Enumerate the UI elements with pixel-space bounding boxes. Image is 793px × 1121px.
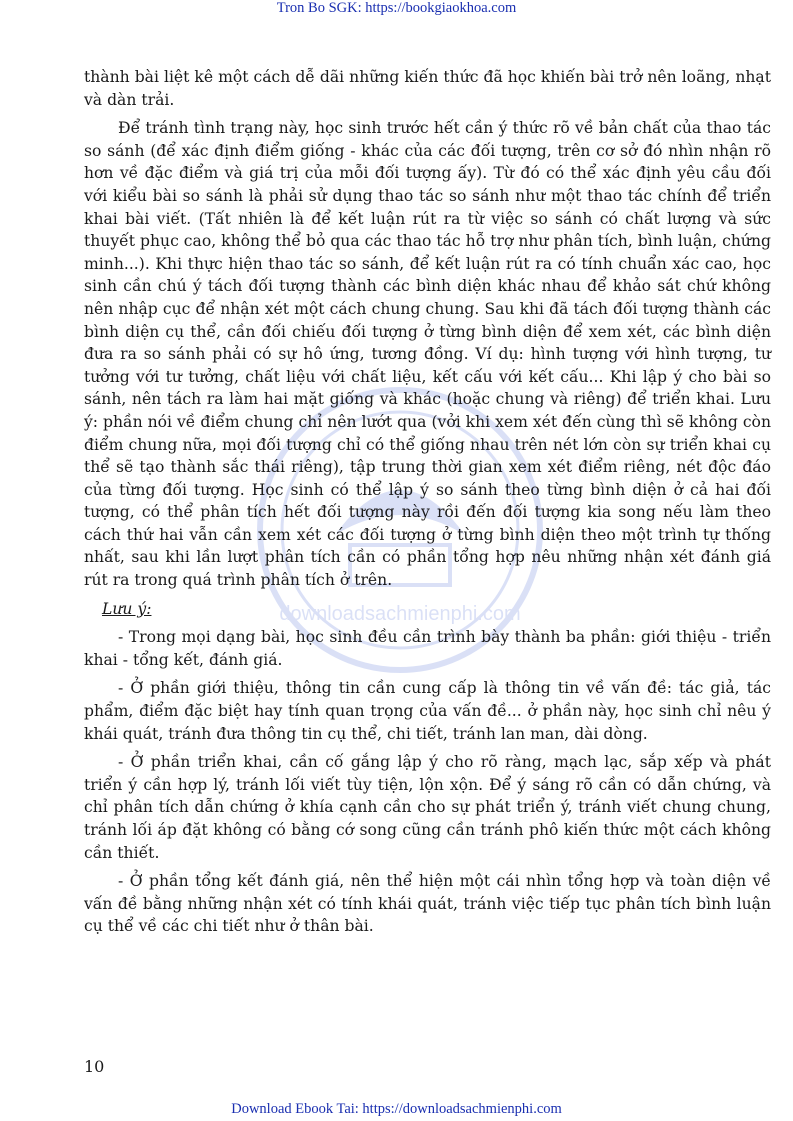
footer-download-link[interactable]: Download Ebook Tai: https://downloadsachmienphi.com: [231, 1101, 562, 1117]
paragraph-continued: thành bài liệt kê một cách dễ dãi những kiến thức đã học khiến bài trở nên loãng, nhạt và dàn trải.: [84, 68, 771, 109]
note-item-development: - Ở phần triển khai, cần cố gắng lập ý cho rõ ràng, mạch lạc, sắp xếp và phát triển ý cần hợp lý, tránh lối viết tùy tiện, lộn xộn. Để ý sáng rõ cần có dẫn chứng, và chỉ phân tích dẫn chứng ở khía cạnh cần cho sự phát triển ý, tránh viết chung chung, tránh lối áp đặt không có bằng cớ song cũng cần tránh phô kiến thức một cách không cần thiết.: [84, 753, 771, 862]
paragraph-comparison: Để tránh tình trạng này, học sinh trước hết cần ý thức rõ về bản chất của thao tác so sánh (để xác định điểm giống - khác của các đối tượng, trên cơ sở đó nhìn nhận rõ hơn về đặc điểm và giá trị của mỗi đối tượng ấy). Từ đó có thể xác định yêu cầu đối với kiểu bài so sánh là phải sử dụng thao tác so sánh như một thao tác chính để triển khai bài viết. (Tất nhiên là để kết luận rút ra từ việc so sánh có chất lượng và sức thuyết phục cao, không thể bỏ qua các thao tác hỗ trợ như phân tích, bình luận, chứng minh...). Khi thực hiện thao tác so sánh, để kết luận rút ra có tính chuẩn xác cao, học sinh cần chú ý tách đối tượng thành các bình diện khác nhau để khảo sát chứ không nên nhập cục để nhận xét một cách chung chung. Sau khi đã tách đối tượng thành các bình diện cụ thể, cần đối chiếu đối tượng ở từng bình diện để xem xét, các bình diện đưa ra so sánh phải có sự hô ứng, tương đồng. Ví dụ: hình tượng với hình tượng, tư tưởng với tư tưởng, chất liệu với chất liệu, kết cấu với kết cấu... Khi lập ý cho bài so sánh, nên tách ra làm hai mặt giống và khác (hoặc chung và riêng) để triển khai. Lưu ý: phần nói về điểm chung chỉ nên lướt qua (vởi khi xem xét đến cùng thì sẽ không còn điểm chung nữa, mọi đối tượng chỉ có thể giống nhau trên nét lớn còn sự triển khai cụ thể sẽ tạo thành sắc thái riêng), tập trung thời gian xem xét điểm riêng, nét độc đáo của từng đối tượng. Học sinh có thể lập ý so sánh theo từng bình diện ở cả hai đối tượng, có thể phân tích hết đối tượng này rồi đến đối tượng kia song nếu làm theo cách thứ hai vẫn cần xem xét các đối tượng ở từng bình diện theo một trình tự thống nhất, sau khi lần lượt phân tích cần có phần tổng hợp nêu những nhận xét đánh giá rút ra trong quá trình phân tích ở trên.: [84, 119, 771, 590]
page-content: [84, 66, 771, 944]
note-label: Lưu ý:: [102, 599, 152, 618]
note-item-structure: - Trong mọi dạng bài, học sinh đều cần trình bày thành ba phần: giới thiệu - triển khai - tổng kết, đánh giá.: [84, 628, 771, 669]
note-item-conclusion: - Ở phần tổng kết đánh giá, nên thể hiện một cái nhìn tổng hợp và toàn diện về vấn đề bằng những nhận xét có tính khái quát, tránh việc tiếp tục phân tích bình luận cụ thể về các chi tiết như ở thân bài.: [84, 872, 771, 936]
watermark-text: downloadsachmienphi.com: [279, 603, 521, 625]
header-source-link[interactable]: Tron Bo SGK: https://bookgiaokhoa.com: [276, 0, 517, 16]
page-number: 10: [84, 1057, 105, 1076]
note-item-introduction: - Ở phần giới thiệu, thông tin cần cung cấp là thông tin về vấn đề: tác giả, tác phẩm, điểm đặc biệt hay tính quan trọng của vấn đề... ở phần này, học sinh chỉ nêu ý khái quát, tránh đưa thông tin cụ thể, chi tiết, tránh lan man, dài dòng.: [84, 679, 771, 743]
